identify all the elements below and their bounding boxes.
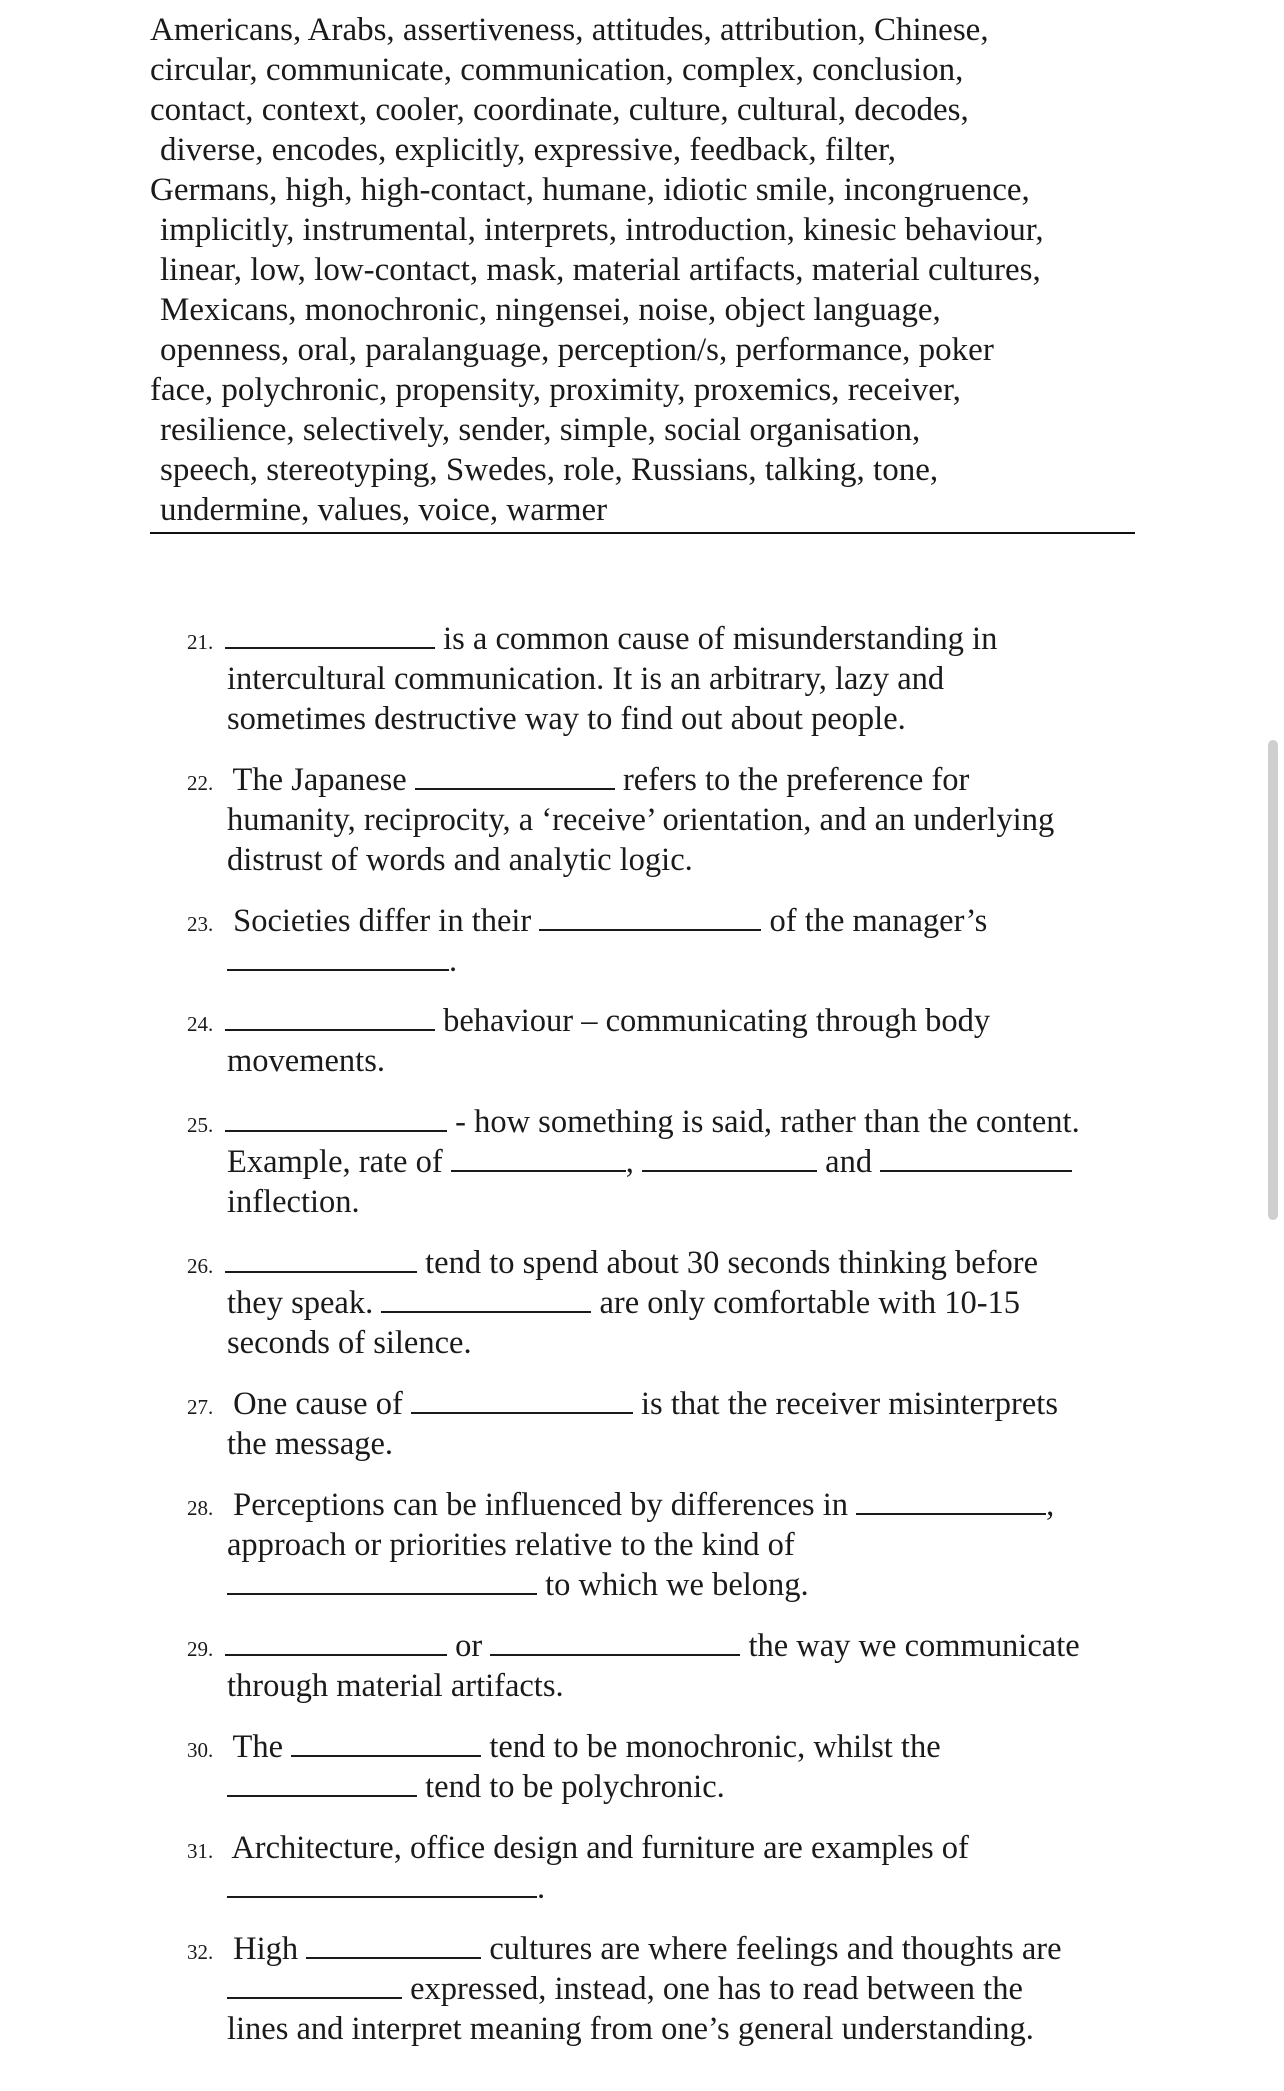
question-25 bbox=[187, 1102, 1080, 1222]
answer-blank[interactable] bbox=[306, 1931, 481, 1959]
question-number: 25. bbox=[187, 1113, 214, 1137]
word-bank-line: resilience, selectively, sender, simple, social organisation, bbox=[160, 412, 921, 448]
question-31 bbox=[187, 1828, 969, 1908]
question-29 bbox=[187, 1626, 1080, 1706]
question-text: movements. bbox=[227, 1043, 385, 1079]
question-23 bbox=[187, 901, 987, 981]
question-number: 23. bbox=[187, 912, 214, 936]
question-27 bbox=[187, 1384, 1058, 1464]
question-text: , bbox=[1046, 1487, 1055, 1523]
question-text: - how something is said, rather than the content. bbox=[447, 1104, 1080, 1140]
question-text: they speak. bbox=[227, 1285, 382, 1321]
word-bank-line: openness, oral, paralanguage, perception/s, performance, poker bbox=[160, 332, 994, 368]
question-text: . bbox=[449, 943, 458, 979]
question-26 bbox=[187, 1243, 1038, 1363]
question-text: tend to be monochronic, whilst the bbox=[481, 1729, 941, 1765]
answer-blank[interactable] bbox=[225, 1628, 447, 1656]
word-bank-line: circular, communicate, communication, complex, conclusion, bbox=[150, 52, 964, 88]
question-number: 21. bbox=[187, 630, 214, 654]
question-number: 30. bbox=[187, 1738, 214, 1762]
answer-blank[interactable] bbox=[227, 943, 449, 971]
question-text: , bbox=[625, 1144, 643, 1180]
question-number: 32. bbox=[187, 1940, 214, 1964]
question-number: 22. bbox=[187, 771, 214, 795]
question-28 bbox=[187, 1485, 1054, 1605]
question-number: 28. bbox=[187, 1496, 214, 1520]
question-text: High bbox=[225, 1931, 307, 1967]
answer-blank[interactable] bbox=[291, 1729, 481, 1757]
question-text: tend to spend about 30 seconds thinking before bbox=[417, 1245, 1038, 1281]
answer-blank[interactable] bbox=[490, 1628, 740, 1656]
word-bank-line: diverse, encodes, explicitly, expressive, feedback, filter, bbox=[160, 132, 896, 168]
question-text: . bbox=[537, 1870, 546, 1906]
answer-blank[interactable] bbox=[451, 1144, 626, 1172]
word-bank-line: speech, stereotyping, Swedes, role, Russians, talking, tone, bbox=[160, 452, 939, 488]
answer-blank[interactable] bbox=[856, 1487, 1046, 1515]
word-bank-line: implicitly, instrumental, interprets, introduction, kinesic behaviour, bbox=[160, 212, 1044, 248]
question-text: Perceptions can be influenced by differences in bbox=[225, 1487, 857, 1523]
question-number: 29. bbox=[187, 1637, 214, 1661]
question-text: is that the receiver misinterprets bbox=[632, 1386, 1058, 1422]
word-bank-line: undermine, values, voice, warmer bbox=[160, 492, 608, 528]
question-text: expressed, instead, one has to read between the bbox=[402, 1971, 1023, 2007]
question-text: humanity, reciprocity, a ‘receive’ orientation, and an underlying bbox=[227, 802, 1055, 838]
question-text: of the manager’s bbox=[761, 903, 988, 939]
question-text: is a common cause of misunderstanding in bbox=[435, 621, 998, 657]
question-text: The Japanese bbox=[225, 762, 415, 798]
question-text: cultures are where feelings and thoughts are bbox=[481, 1931, 1062, 1967]
answer-blank[interactable] bbox=[880, 1144, 1072, 1172]
answer-blank[interactable] bbox=[227, 1567, 537, 1595]
question-text: The bbox=[225, 1729, 292, 1765]
question-text: through material artifacts. bbox=[227, 1668, 564, 1704]
question-text: and bbox=[817, 1144, 881, 1180]
word-bank bbox=[150, 10, 1135, 534]
question-text: refers to the preference for bbox=[614, 762, 970, 798]
question-text: or bbox=[447, 1628, 491, 1664]
word-bank-line: Mexicans, monochronic, ningensei, noise, object language, bbox=[160, 292, 941, 328]
question-22 bbox=[187, 760, 1054, 880]
question-text: lines and interpret meaning from one’s general understanding. bbox=[227, 2011, 1034, 2047]
answer-blank[interactable] bbox=[227, 1971, 402, 1999]
answer-blank[interactable] bbox=[227, 1870, 537, 1898]
answer-blank[interactable] bbox=[225, 1104, 447, 1132]
question-text: inflection. bbox=[227, 1184, 360, 1220]
word-bank-line: Americans, Arabs, assertiveness, attitudes, attribution, Chinese, bbox=[150, 12, 989, 48]
question-21 bbox=[187, 619, 997, 739]
question-text: Example, rate of bbox=[227, 1144, 451, 1180]
question-text: the message. bbox=[227, 1426, 394, 1462]
question-text: approach or priorities relative to the kind of bbox=[227, 1527, 795, 1563]
question-text: intercultural communication. It is an arbitrary, lazy and bbox=[227, 661, 945, 697]
answer-blank[interactable] bbox=[225, 1003, 435, 1031]
question-number: 31. bbox=[187, 1839, 214, 1863]
answer-blank[interactable] bbox=[225, 1245, 417, 1273]
question-text: distrust of words and analytic logic. bbox=[227, 842, 693, 878]
question-text: are only comfortable with 10-15 bbox=[591, 1285, 1021, 1321]
question-text: One cause of bbox=[225, 1386, 411, 1422]
answer-blank[interactable] bbox=[225, 621, 435, 649]
question-text: the way we communicate bbox=[740, 1628, 1080, 1664]
question-text: sometimes destructive way to find out about people. bbox=[227, 701, 906, 737]
word-bank-line: contact, context, cooler, coordinate, culture, cultural, decodes, bbox=[150, 92, 969, 128]
word-bank-line: face, polychronic, propensity, proximity, proxemics, receiver, bbox=[150, 372, 961, 408]
answer-blank[interactable] bbox=[411, 1386, 633, 1414]
answer-blank[interactable] bbox=[642, 1144, 817, 1172]
question-text: seconds of silence. bbox=[227, 1325, 472, 1361]
question-text: tend to be polychronic. bbox=[417, 1769, 725, 1805]
question-text: behaviour – communicating through body bbox=[435, 1003, 991, 1039]
question-32 bbox=[187, 1929, 1062, 2049]
word-bank-line: linear, low, low-contact, mask, material artifacts, material cultures, bbox=[160, 252, 1041, 288]
scrollbar[interactable] bbox=[1268, 740, 1278, 1220]
answer-blank[interactable] bbox=[415, 762, 615, 790]
question-text: Architecture, office design and furniture are examples of bbox=[225, 1830, 969, 1866]
question-text: Societies differ in their bbox=[225, 903, 540, 939]
question-text: to which we belong. bbox=[537, 1567, 809, 1603]
word-bank-line: Germans, high, high-contact, humane, idiotic smile, incongruence, bbox=[150, 172, 1030, 208]
answer-blank[interactable] bbox=[227, 1769, 417, 1797]
question-30 bbox=[187, 1727, 941, 1807]
answer-blank[interactable] bbox=[381, 1285, 591, 1313]
question-number: 26. bbox=[187, 1254, 214, 1278]
answer-blank[interactable] bbox=[539, 903, 761, 931]
question-number: 27. bbox=[187, 1395, 214, 1419]
question-24 bbox=[187, 1001, 990, 1081]
question-number: 24. bbox=[187, 1012, 214, 1036]
